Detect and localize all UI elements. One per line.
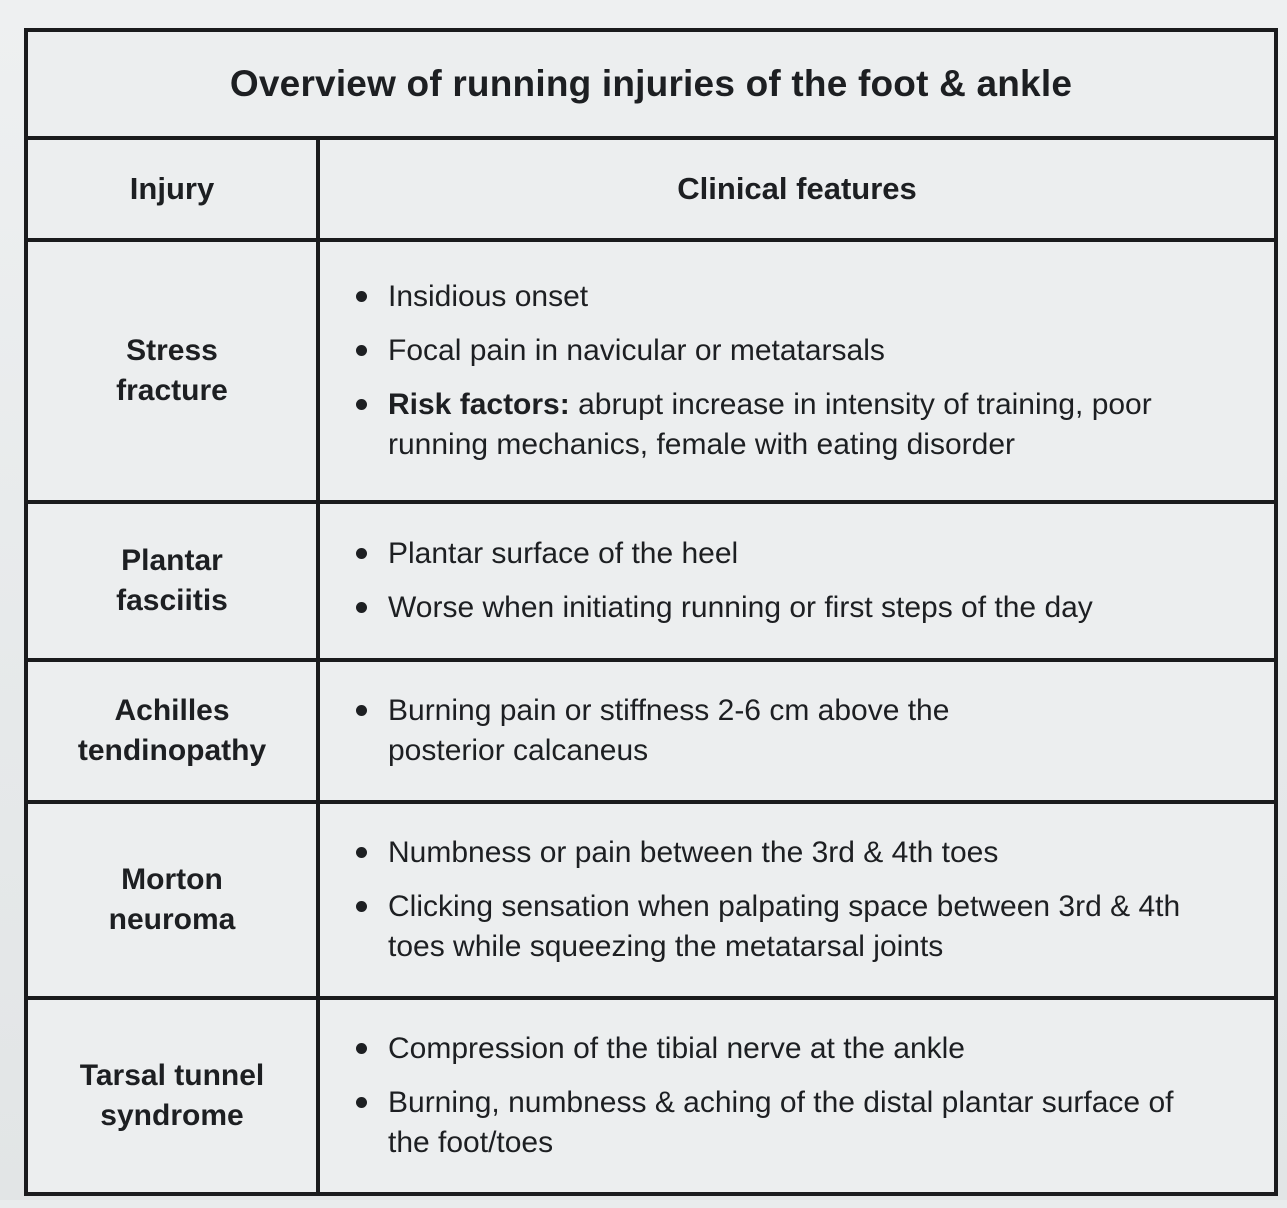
injury-name-line: fracture: [116, 374, 228, 407]
injury-name-cell: [26, 660, 318, 802]
list-item: [352, 1083, 1244, 1163]
list-item: [352, 331, 1244, 371]
feature-text: Worse when initiating running or first steps of the day: [388, 591, 1093, 624]
table-row: [26, 660, 1276, 802]
bullet-icon: [356, 291, 367, 302]
bullet-icon: [356, 399, 367, 410]
feature-list: [352, 833, 1244, 967]
injury-name-cell: [26, 802, 318, 998]
list-item: [352, 277, 1244, 317]
injury-table-container: [24, 28, 1274, 1208]
injury-name-cell: [26, 998, 318, 1194]
list-item: [352, 534, 1244, 574]
table-row: [26, 802, 1276, 998]
clinical-features-cell: [318, 802, 1276, 998]
feature-list: [352, 277, 1244, 465]
clinical-features-cell: [318, 660, 1276, 802]
injury-table: [24, 28, 1278, 1196]
feature-list: [352, 1029, 1244, 1163]
bullet-icon: [356, 847, 367, 858]
table-row: [26, 502, 1276, 660]
bullet-icon: [356, 1043, 367, 1054]
feature-list: [352, 691, 1244, 771]
feature-list: [352, 534, 1244, 628]
injury-name-line: neuroma: [108, 903, 236, 936]
feature-text: Focal pain in navicular or metatarsals: [388, 334, 885, 367]
list-item: [352, 1029, 1244, 1069]
bullet-icon: [356, 901, 367, 912]
table-row: [26, 998, 1276, 1194]
injury-name-line: Morton: [121, 863, 223, 896]
injury-name-line: Plantar: [121, 544, 223, 577]
list-item: [352, 588, 1244, 628]
column-header-injury: Injury: [26, 138, 318, 240]
list-item: [352, 385, 1244, 465]
feature-text: Insidious onset: [388, 280, 589, 313]
bullet-icon: [356, 602, 367, 613]
injury-name-line: tendinopathy: [77, 734, 267, 767]
clinical-features-cell: [318, 502, 1276, 660]
table-title: Overview of running injuries of the foot & ankle: [26, 30, 1276, 138]
injury-name-line: Tarsal tunnel: [79, 1059, 265, 1092]
list-item: [352, 887, 1244, 967]
column-header-clinical-features: Clinical features: [318, 138, 1276, 240]
bullet-icon: [356, 1097, 367, 1108]
clinical-features-cell: [318, 240, 1276, 502]
injury-name-line: Achilles: [114, 694, 230, 727]
feature-text: Compression of the tibial nerve at the ankle: [388, 1032, 965, 1065]
bullet-icon: [356, 705, 367, 716]
feature-text: Numbness or pain between the 3rd & 4th toes: [388, 836, 999, 869]
injury-name-line: Stress: [126, 334, 218, 367]
feature-text: Burning, numbness & aching of the distal plantar surface of the foot/toes: [388, 1086, 1174, 1159]
table-row: [26, 240, 1276, 502]
feature-text: Plantar surface of the heel: [388, 537, 739, 570]
feature-lead: Risk factors:: [388, 388, 570, 421]
injury-name-line: fasciitis: [116, 584, 228, 617]
injury-name-line: syndrome: [100, 1099, 244, 1132]
feature-text: abrupt increase in intensity of training, poor running mechanics, female with eating disorder: [388, 388, 1152, 461]
injury-name-cell: [26, 240, 318, 502]
list-item: [352, 833, 1244, 873]
feature-text: Clicking sensation when palpating space between 3rd & 4th toes while squeezing the metatarsal joints: [388, 890, 1181, 963]
clinical-features-cell: [318, 998, 1276, 1194]
list-item: [352, 691, 1244, 771]
injury-name-cell: [26, 502, 318, 660]
feature-text: Burning pain or stiffness 2-6 cm above the posterior calcaneus: [388, 694, 950, 767]
bullet-icon: [356, 345, 367, 356]
bullet-icon: [356, 548, 367, 559]
